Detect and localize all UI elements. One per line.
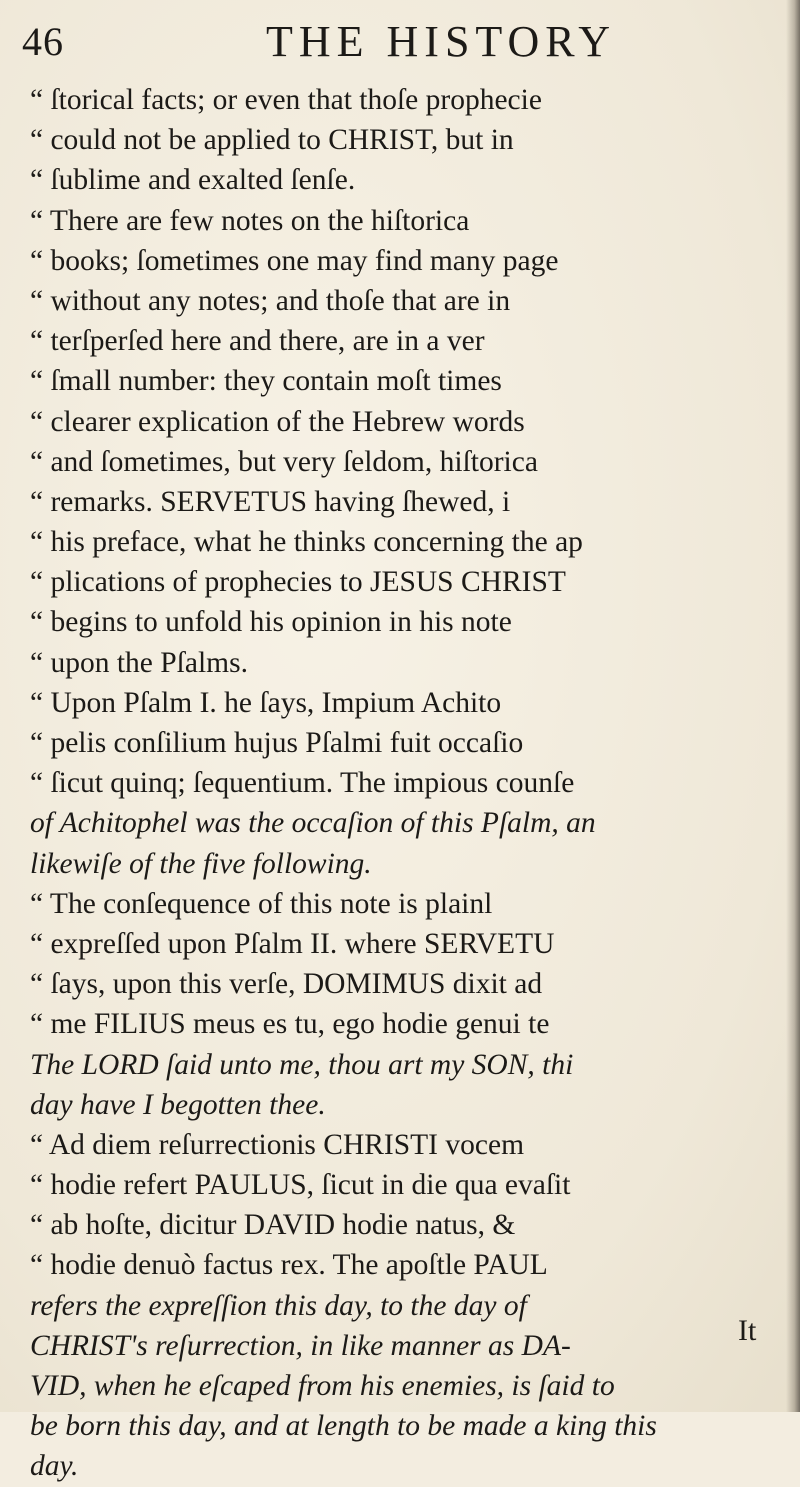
text-line: “ his preface, what he thinks concerning the ap [30, 526, 583, 559]
text-line: “ ſmall number: they contain moſt times [30, 365, 502, 398]
text-line: day. [30, 1450, 79, 1483]
text-line: “ terſperſed here and there, are in a ver [30, 325, 485, 358]
page-number: 46 [22, 19, 64, 64]
text-line: “ remarks. SERVETUS having ſhewed, i [30, 485, 511, 518]
running-title: THE HISTORY [266, 17, 616, 66]
text-line: “ begins to unfold his opinion in his note [30, 606, 512, 639]
text-line: “ ab hoſte, dicitur DAVID hodie natus, & [30, 1209, 516, 1242]
text-line: “ ſays, upon this verſe, DOMIMUS dixit ad [30, 968, 543, 1001]
text-line: of Achitophel was the occaſion of this Pſalm, an [30, 807, 596, 840]
text-line: “ without any notes; and thoſe that are in [30, 284, 511, 317]
text-line: “ could not be applied to CHRIST, but in [30, 124, 514, 157]
text-line: The LORD ſaid unto me, thou art my SON, thi [30, 1048, 574, 1081]
text-line: “ Upon Pſalm I. he ſays, Impium Achito [30, 686, 502, 719]
text-line: “ hodie denuò factus rex. The apoſtle PAUL [30, 1249, 548, 1282]
text-line: “ books; ſometimes one may find many page [30, 244, 559, 277]
text-line: day have I begotten thee. [30, 1088, 326, 1121]
text-line: be born this day, and at length to be made a king this [30, 1410, 657, 1443]
text-line: VID, when he eſcaped from his enemies, is ſaid to [30, 1370, 615, 1402]
text-line: “ There are few notes on the hiſtorica [30, 204, 470, 237]
text-line: refers the expreſſion this day, to the day of [30, 1289, 527, 1322]
text-line: “ ſicut quinq; ſequentium. The impious counſe [30, 767, 575, 800]
text-line: “ and ſometimes, but very ſeldom, hiſtorica [30, 445, 538, 478]
text-line: “ expreſſed upon Pſalm II. where SERVETU [30, 927, 555, 960]
page-edge-shadow [786, 0, 800, 1412]
text-line: “ hodie refert PAULUS, ſicut in die qua evaſit [30, 1169, 571, 1202]
body-text [30, 80, 788, 1487]
text-line: “ upon the Pſalms. [30, 646, 248, 679]
text-line: “ ſtorical facts; or even that thoſe prophecie [30, 84, 542, 116]
text-line: CHRIST's reſurrection, in like manner as DA- [30, 1329, 571, 1362]
text-line: “ me FILIUS meus es tu, ego hodie genui te [30, 1008, 550, 1041]
text-line: “ ſublime and exalted ſenſe. [30, 164, 356, 197]
text-line: likewiſe of the five following. [30, 847, 372, 880]
text-line: “ pelis conſilium hujus Pſalmi fuit occaſio [30, 727, 524, 759]
text-line: “ The conſequence of this note is plainl [30, 887, 493, 920]
text-line: “ clearer explication of the Hebrew words [30, 405, 525, 438]
text-line: “ plications of prophecies to JESUS CHRIST [30, 566, 566, 599]
catchword: It [738, 1314, 757, 1347]
text-line: “ Ad diem reſurrectionis CHRISTI vocem [30, 1128, 525, 1161]
